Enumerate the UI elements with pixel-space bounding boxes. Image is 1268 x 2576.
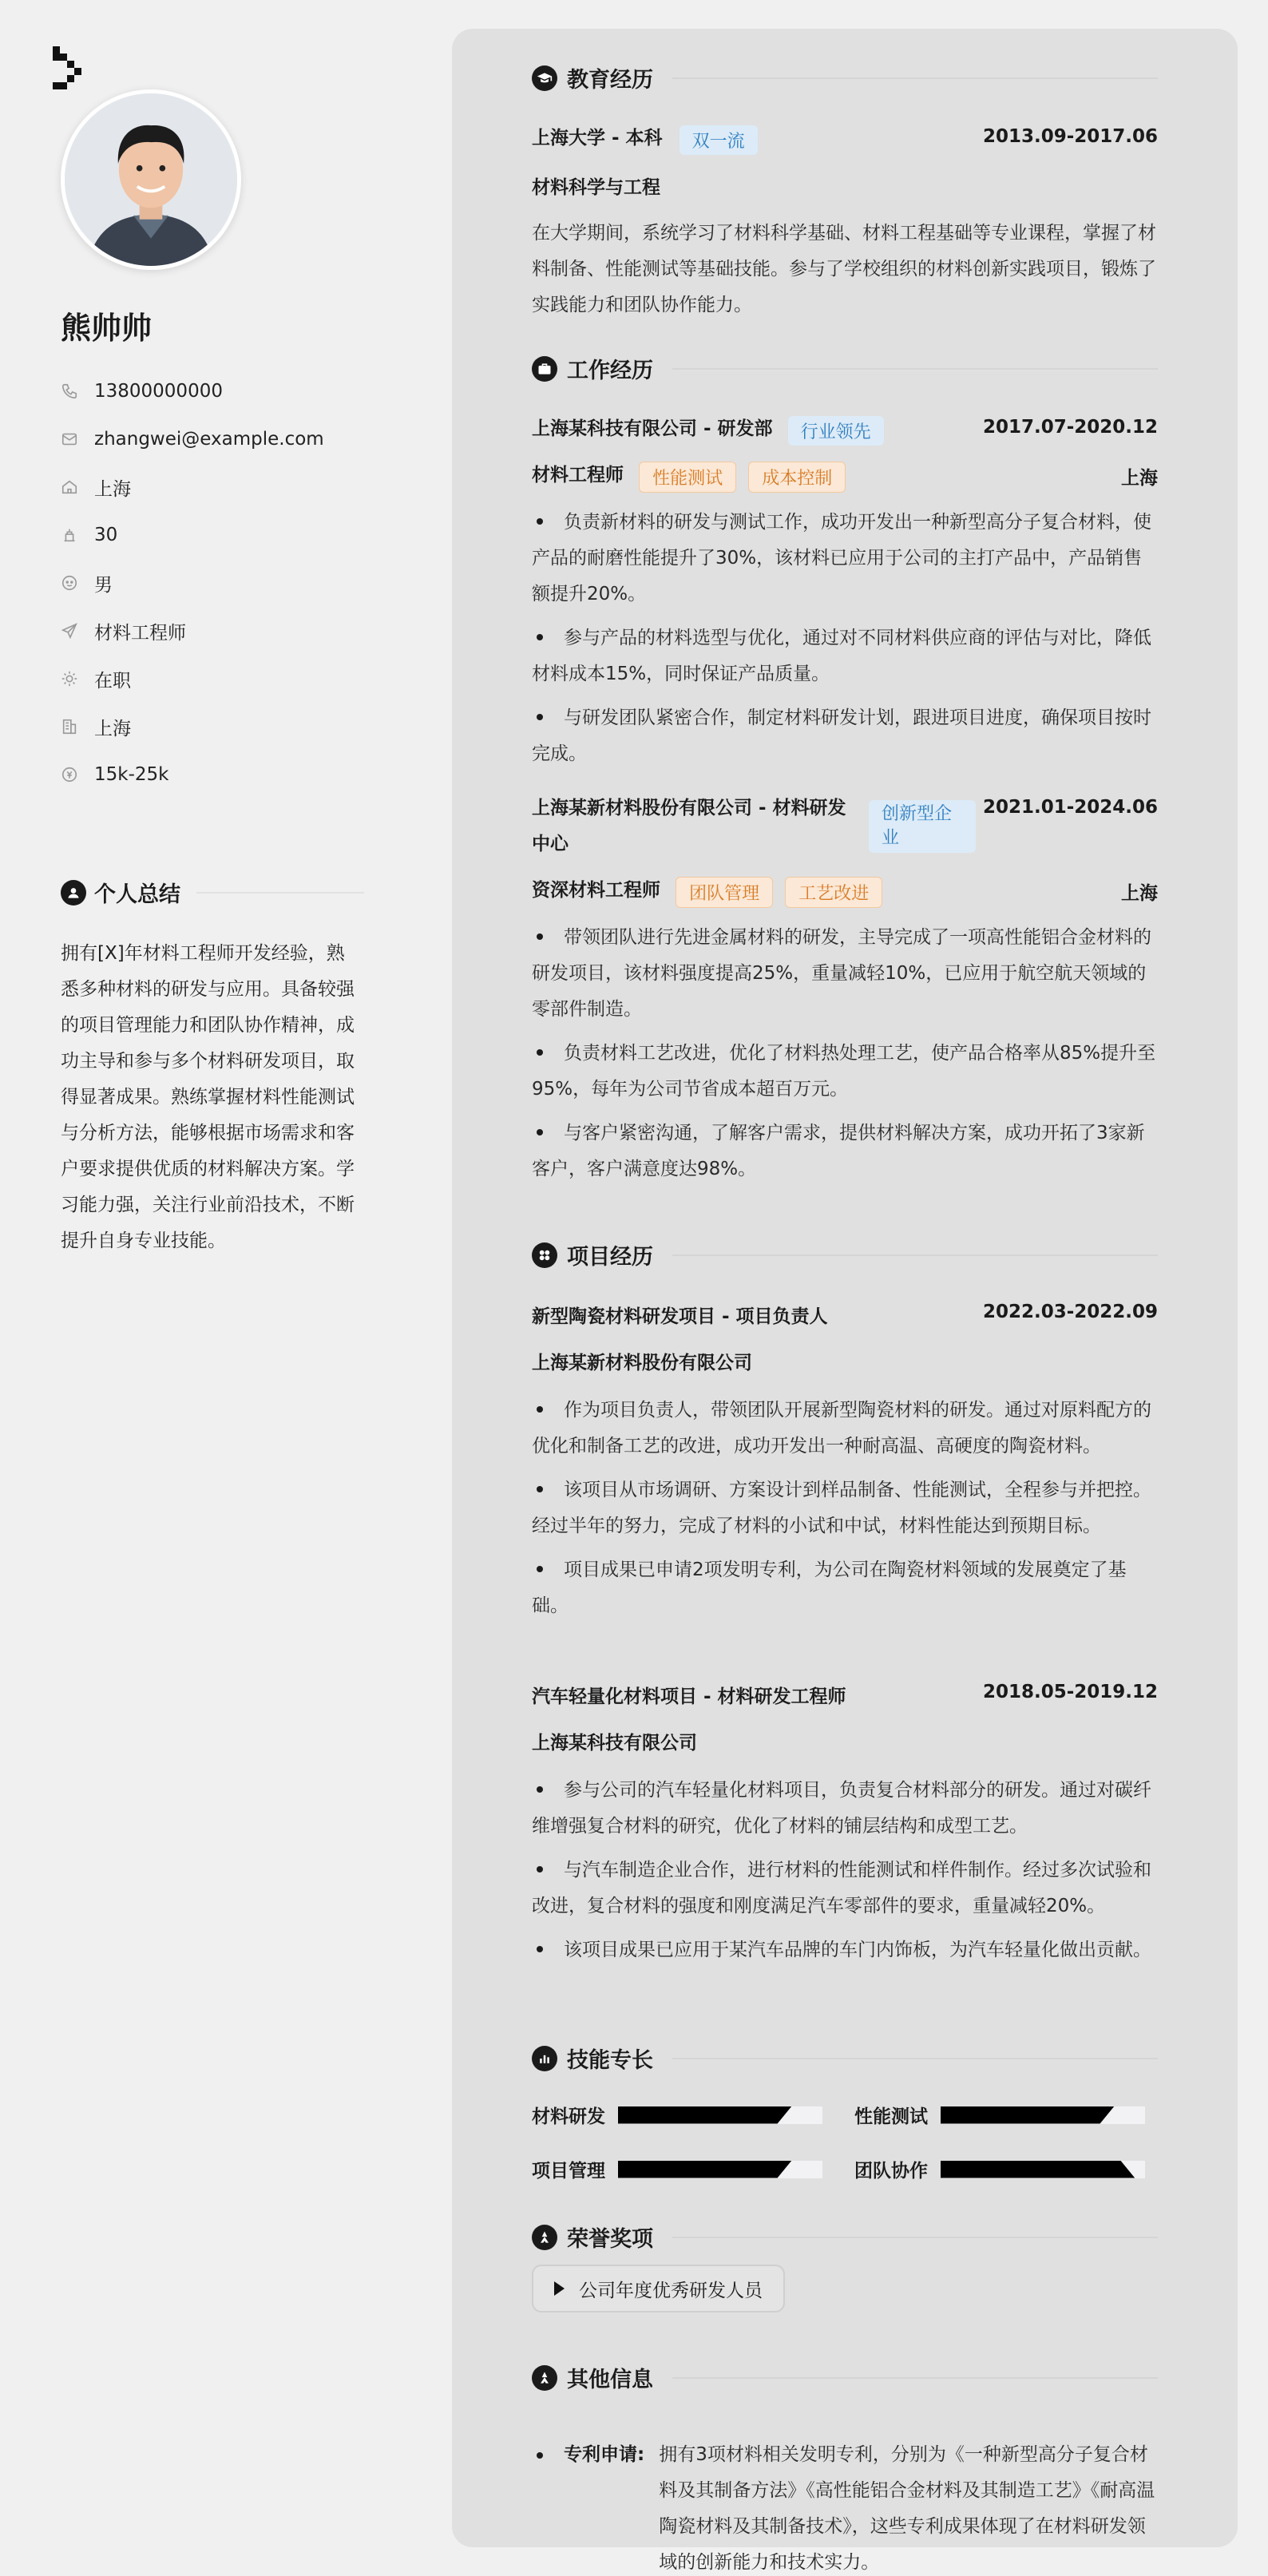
award-icon — [532, 2225, 557, 2250]
other-info-item — [532, 2437, 1158, 2576]
info-age: 30 — [61, 511, 364, 559]
home-icon — [61, 478, 78, 496]
contact-info-list — [61, 367, 364, 799]
divider — [672, 77, 1158, 79]
list-item: 参与公司的汽车轻量化材料项目，负责复合材料部分的研发。通过对碳纤维增强复合材料的研究，优化了材料的铺层结构和成型工艺。 — [532, 1780, 1151, 1837]
divider — [672, 1254, 1158, 1256]
other-section-header: 其他信息 — [532, 2362, 1158, 2393]
divider — [672, 2058, 1158, 2059]
role-tag: 团队管理 — [676, 877, 773, 908]
list-item: 带领团队进行先进金属材料的研发，主导完成了一项高性能铝合金材料的研发项目，该材料强度提高25%，重量减轻10%，已应用于航空航天领域的零部件制造。 — [532, 927, 1151, 1020]
info-email: zhangwei@example.com — [61, 415, 364, 463]
skill-item — [532, 2156, 822, 2182]
work-section-header: 工作经历 — [532, 353, 1158, 384]
info-location: 上海 — [61, 463, 364, 511]
skill-item — [532, 2102, 822, 2128]
send-icon — [61, 622, 78, 640]
skill-name: 材料研发 — [532, 2106, 605, 2127]
info-gender: 男 — [61, 559, 364, 607]
job-role-row — [532, 460, 846, 493]
avatar — [61, 89, 241, 270]
job-role: 资深材料工程师 — [532, 880, 660, 901]
project-name: 汽车轻量化材料项目 - 材料研发工程师 — [532, 1686, 846, 1707]
job-date: 2017.07-2020.12 — [982, 417, 1158, 438]
logo-icon — [53, 46, 81, 93]
projects-section-header: 项目经历 — [532, 1239, 1158, 1270]
honors-section-header: 荣誉奖项 — [532, 2221, 1158, 2253]
list-item: 作为项目负责人，带领团队开展新型陶瓷材料的研发。通过对原料配方的优化和制备工艺的改进，成功开发出一种耐高温、高硬度的陶瓷材料。 — [532, 1400, 1151, 1456]
skill-name: 项目管理 — [532, 2161, 605, 2182]
play-icon — [554, 2281, 565, 2296]
job-city: 上海 — [1121, 468, 1158, 489]
phone-icon — [61, 382, 78, 400]
job-bullets — [532, 505, 1158, 780]
honor-item[interactable]: 公司年度优秀研发人员 — [532, 2265, 785, 2312]
summary-title: 个人总结 — [94, 882, 180, 907]
graduation-cap-icon — [532, 65, 557, 91]
role-tag: 工艺改进 — [785, 877, 882, 908]
role-tag: 成本控制 — [748, 462, 846, 493]
skill-bar-fill — [941, 2106, 1115, 2124]
job-company: 上海某新材料股份有限公司 - 材料研发中心 — [532, 798, 846, 854]
education-school-row — [532, 123, 758, 155]
job-role-row — [532, 875, 882, 908]
skill-bar — [618, 2161, 822, 2178]
project-date: 2022.03-2022.09 — [982, 1302, 1158, 1322]
skill-bar — [941, 2106, 1145, 2124]
info-position: 材料工程师 — [61, 607, 364, 655]
other-text: 拥有3项材料相关发明专利，分别为《一种新型高分子复合材料及其制备方法》《高性能铝合金材料及其制造工艺》《耐高温陶瓷材料及其制备技术》，这些专利成果体现了在材料研发领域的创新能力和技术实力。 — [659, 2444, 1155, 2573]
skill-item — [854, 2102, 1145, 2128]
list-item: 与研发团队紧密合作，制定材料研发计划，跟进项目进度，确保项目按时完成。 — [532, 707, 1151, 764]
project-bullets — [532, 1393, 1158, 1632]
job-company-row — [532, 414, 884, 446]
list-item: 与客户紧密沟通，了解客户需求，提供材料解决方案，成功开拓了3家新客户，客户满意度达98%。 — [532, 1123, 1145, 1179]
job-bullets — [532, 920, 1158, 1195]
job-date: 2021.01-2024.06 — [982, 797, 1158, 818]
skills-section-header: 技能专长 — [532, 2043, 1158, 2074]
divider — [672, 368, 1158, 370]
divider — [672, 2237, 1158, 2238]
age-icon — [61, 526, 78, 544]
grid-icon — [532, 1242, 557, 1268]
school-name: 上海大学 - 本科 — [532, 128, 663, 149]
mail-icon — [61, 430, 78, 448]
company-tag: 创新型企业 — [869, 800, 976, 853]
bar-chart-icon — [532, 2046, 557, 2071]
divider — [196, 892, 364, 894]
project-org: 上海某新材料股份有限公司 — [532, 1353, 752, 1373]
education-major: 材料科学与工程 — [532, 177, 660, 198]
resume-main-card — [452, 29, 1238, 2573]
job-company: 上海某科技有限公司 - 研发部 — [532, 418, 773, 439]
info-salary: 15k-25k — [61, 751, 364, 799]
info-icon — [532, 2365, 557, 2391]
info-phone: 13800000000 — [61, 367, 364, 415]
job-role: 材料工程师 — [532, 465, 624, 485]
divider — [672, 2377, 1158, 2379]
project-date: 2018.05-2019.12 — [982, 1682, 1158, 1702]
education-description: 在大学期间，系统学习了材料科学基础、材料工程基础等专业课程，掌握了材料制备、性能测试等基础技能。参与了学校组织的材料创新实践项目，锻炼了实践能力和团队协作能力。 — [532, 223, 1156, 315]
list-item: 与汽车制造企业合作，进行材料的性能测试和样件制作。经过多次试验和改进，复合材料的强度和刚度满足汽车零部件的要求，重量减轻20%。 — [532, 1860, 1151, 1916]
project-org: 上海某科技有限公司 — [532, 1733, 697, 1754]
list-item: 该项目成果已应用于某汽车品牌的车门内饰板，为汽车轻量化做出贡献。 — [532, 1932, 1158, 1968]
list-item: 项目成果已申请2项发明专利，为公司在陶瓷材料领域的发展奠定了基础。 — [532, 1559, 1127, 1616]
summary-text: 拥有[X]年材料工程师开发经验，熟悉多种材料的研发与应用。具备较强的项目管理能力和团队协作精神，成功主导和参与多个材料研发项目，取得显著成果。熟练掌握材料性能测试与分析方法，能够根据市场需求和客户要求提供优质的材料解决方案。学习能力强，关注行业前沿技术，不断提升自身专业技能。 — [61, 943, 355, 1251]
job-city: 上海 — [1121, 883, 1158, 904]
skill-bar — [618, 2106, 822, 2124]
skill-item — [854, 2156, 1145, 2182]
summary-section-header — [61, 877, 364, 908]
project-name: 新型陶瓷材料研发项目 - 项目负责人 — [532, 1306, 828, 1327]
gender-icon — [61, 574, 78, 592]
info-status: 在职 — [61, 655, 364, 703]
user-icon — [61, 880, 86, 906]
project-bullets — [532, 1773, 1158, 1976]
briefcase-icon — [532, 356, 557, 382]
building-icon — [61, 718, 78, 735]
skill-bar-fill — [618, 2161, 792, 2178]
skill-name: 性能测试 — [854, 2106, 928, 2127]
info-city: 上海 — [61, 703, 364, 751]
skill-bar-fill — [941, 2161, 1135, 2178]
list-item: 参与产品的材料选型与优化，通过对不同材料供应商的评估与对比，降低材料成本15%，同时保证产品质量。 — [532, 628, 1151, 684]
list-item: 该项目从市场调研、方案设计到样品制备、性能测试，全程参与并把控。经过半年的努力，完成了材料的小试和中试，材料性能达到预期目标。 — [532, 1480, 1151, 1536]
salary-icon — [61, 766, 78, 783]
skill-name: 团队协作 — [854, 2161, 928, 2182]
education-section-header: 教育经历 — [532, 62, 1158, 93]
education-date: 2013.09-2017.06 — [982, 126, 1158, 147]
status-icon — [61, 670, 78, 688]
school-tag: 双一流 — [680, 125, 758, 155]
list-item: 负责材料工艺改进，优化了材料热处理工艺，使产品合格率从85%提升至95%，每年为公司节省成本超百万元。 — [532, 1043, 1156, 1100]
other-label: 专利申请: — [532, 2437, 644, 2576]
list-item: 负责新材料的研发与测试工作，成功开发出一种新型高分子复合材料，使产品的耐磨性能提升了30%，该材料已应用于公司的主打产品中，产品销售额提升20%。 — [532, 512, 1151, 604]
skill-bar-fill — [618, 2106, 792, 2124]
skill-bar — [941, 2161, 1145, 2178]
candidate-name: 熊帅帅 — [61, 311, 153, 346]
company-tag: 行业领先 — [788, 416, 884, 446]
role-tag: 性能测试 — [639, 462, 736, 493]
